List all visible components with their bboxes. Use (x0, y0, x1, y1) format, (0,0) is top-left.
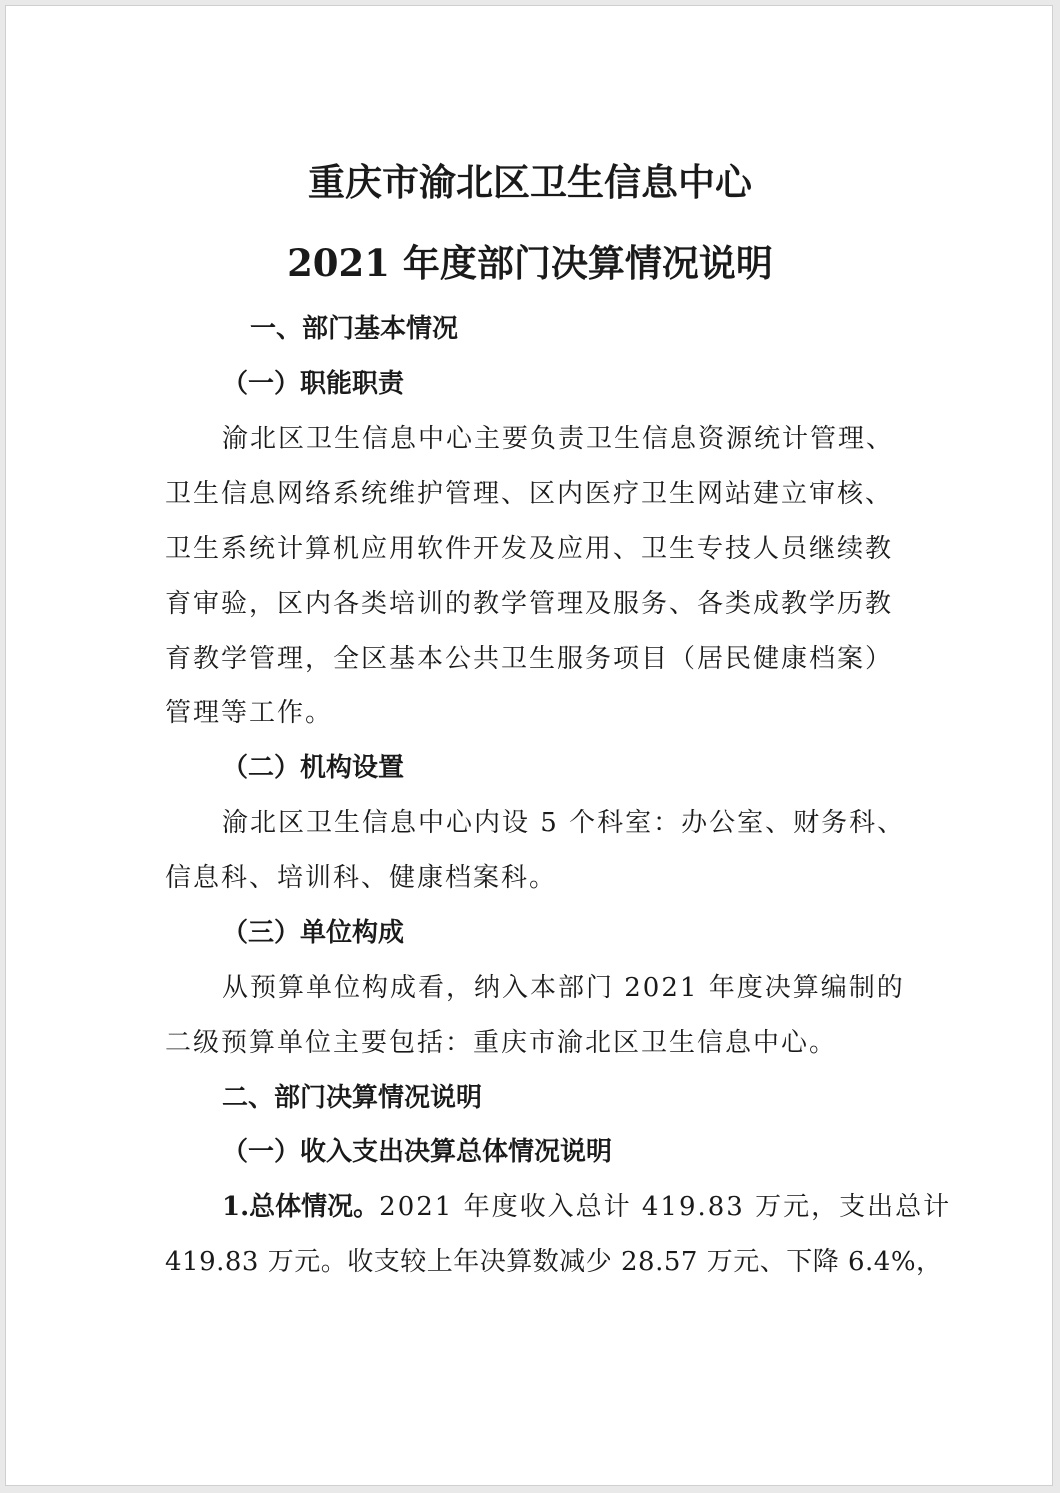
section1-heading: 一、部门基本情况 (250, 314, 459, 344)
section1-sub3-heading: （三）单位构成 (222, 918, 405, 948)
document-title-line2: 2021 年度部门决算情况说明 (287, 241, 773, 285)
paragraph-line: 信息科、培训科、健康档案科。 (165, 863, 558, 893)
overall-text: 2021 年度收入总计 419.83 万元，支出总计 (379, 1192, 952, 1222)
paragraph-line: 育教学管理，全区基本公共卫生服务项目（居民健康档案） (165, 644, 894, 674)
document-title-line1: 重庆市渝北区卫生信息中心 (308, 160, 752, 204)
paragraph-line: 卫生信息网络系统维护管理、区内医疗卫生网站建立审核、 (165, 479, 894, 509)
section1-sub2-heading: （二）机构设置 (222, 753, 405, 783)
paragraph-line: 二级预算单位主要包括：重庆市渝北区卫生信息中心。 (165, 1028, 838, 1058)
section1-sub1-heading: （一）职能职责 (222, 369, 405, 399)
paragraph-line: 卫生系统计算机应用软件开发及应用、卫生专技人员继续教 (165, 534, 894, 564)
paragraph-line: 419.83 万元。收支较上年决算数减少 28.57 万元、下降 6.4%， (165, 1247, 943, 1277)
paragraph-line: 从预算单位构成看，纳入本部门 2021 年度决算编制的 (222, 973, 905, 1003)
overall-lead: 1.总体情况。 (222, 1192, 380, 1222)
paragraph-line: 育审验，区内各类培训的教学管理及服务、各类成教学历教 (165, 589, 894, 619)
paragraph-line: 渝北区卫生信息中心内设 5 个科室：办公室、财务科、 (222, 808, 906, 838)
section2-heading: 二、部门决算情况说明 (222, 1083, 483, 1113)
paragraph-line (222, 1186, 951, 1223)
paragraph-line: 渝北区卫生信息中心主要负责卫生信息资源统计管理、 (222, 424, 895, 454)
paragraph-line: 管理等工作。 (165, 698, 334, 728)
section2-sub1-heading: （一）收入支出决算总体情况说明 (222, 1137, 613, 1167)
